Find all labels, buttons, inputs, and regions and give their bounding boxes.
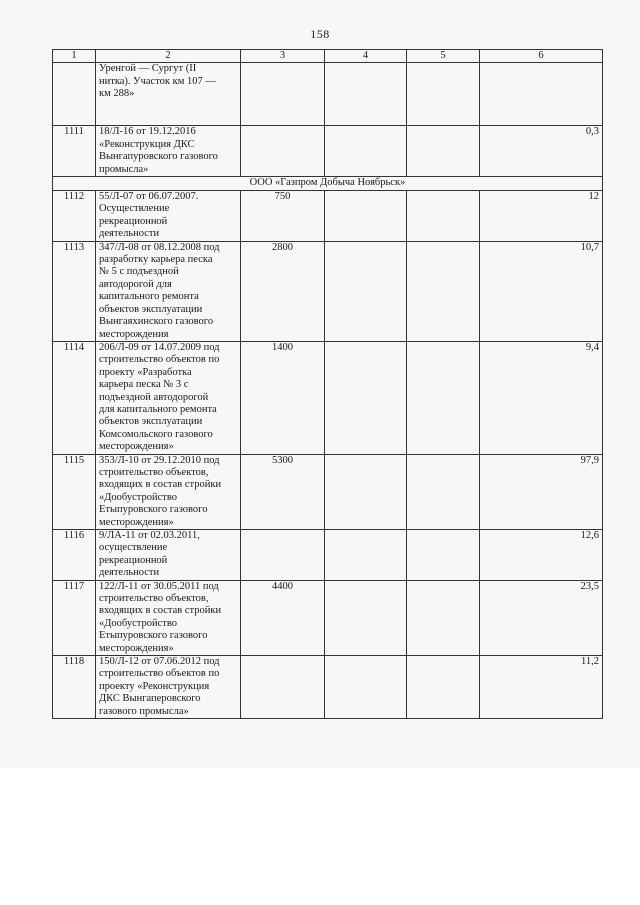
cell-col3 bbox=[241, 126, 325, 177]
row-number bbox=[53, 63, 96, 126]
cell-col6: 0,3 bbox=[480, 126, 603, 177]
cell-col4 bbox=[325, 656, 407, 719]
cell-col6: 12,6 bbox=[480, 530, 603, 581]
cell-col5 bbox=[407, 656, 480, 719]
table-row bbox=[53, 191, 603, 242]
cell-col5 bbox=[407, 63, 480, 126]
cell-col5 bbox=[407, 341, 480, 454]
organization-row bbox=[53, 177, 603, 191]
cell-col6: 97,9 bbox=[480, 454, 603, 529]
row-number: 1116 bbox=[53, 530, 96, 581]
cell-col6: 12 bbox=[480, 191, 603, 242]
row-number: 1118 bbox=[53, 656, 96, 719]
organization-title: ООО «Газпром Добыча Ноябрьск» bbox=[53, 177, 603, 191]
column-header: 5 bbox=[407, 50, 480, 63]
cell-col6: 23,5 bbox=[480, 580, 603, 655]
page-margin bbox=[0, 768, 640, 905]
page-number: 158 bbox=[310, 27, 330, 41]
cell-col3: 1400 bbox=[241, 341, 325, 454]
cell-col4 bbox=[325, 454, 407, 529]
table-row bbox=[53, 454, 603, 529]
cell-col6 bbox=[480, 63, 603, 126]
row-description: 347/Л-08 от 08.12.2008 под разработку карьера песка № 5 с подъездной автодорогой для капитального ремонта объектов эксплуатации Вынгаяхинского газового месторождения bbox=[96, 241, 241, 341]
cell-col6: 10,7 bbox=[480, 241, 603, 341]
table-row bbox=[53, 241, 603, 341]
cell-col3: 5300 bbox=[241, 454, 325, 529]
cell-col6: 11,2 bbox=[480, 656, 603, 719]
table-row bbox=[53, 341, 603, 454]
row-description: 55/Л-07 от 06.07.2007. Осуществление рекреационной деятельности bbox=[96, 191, 241, 242]
header-row bbox=[53, 50, 603, 63]
column-header: 2 bbox=[96, 50, 241, 63]
cell-col4 bbox=[325, 241, 407, 341]
cell-col4 bbox=[325, 530, 407, 581]
row-description: Уренгой — Сургут (II нитка). Участок км 107 — км 288» bbox=[96, 63, 241, 126]
column-header: 3 bbox=[241, 50, 325, 63]
table-row bbox=[53, 63, 603, 126]
cell-col3: 4400 bbox=[241, 580, 325, 655]
column-header: 4 bbox=[325, 50, 407, 63]
row-description: 206/Л-09 от 14.07.2009 под строительство объектов по проекту «Разработка карьера песка № 3 с подъездной автодорогой для капитального ремонта объектов эксплуатации Комсомольского газового месторождения» bbox=[96, 341, 241, 454]
cell-col3 bbox=[241, 656, 325, 719]
row-description: 18/Л-16 от 19.12.2016 «Реконструкция ДКС Вынгапуровского газового промысла» bbox=[96, 126, 241, 177]
table-row bbox=[53, 126, 603, 177]
row-number: 1117 bbox=[53, 580, 96, 655]
registry-table bbox=[52, 49, 603, 719]
row-description: 9/ЛА-11 от 02.03.2011, осуществление рекреационной деятельности bbox=[96, 530, 241, 581]
cell-col4 bbox=[325, 341, 407, 454]
cell-col3: 750 bbox=[241, 191, 325, 242]
cell-col4 bbox=[325, 126, 407, 177]
cell-col5 bbox=[407, 241, 480, 341]
row-description: 122/Л-11 от 30.05.2011 под строительство объектов, входящих в состав стройки «Дообустройство Етыпуровского газового месторождения» bbox=[96, 580, 241, 655]
cell-col3: 2800 bbox=[241, 241, 325, 341]
cell-col3 bbox=[241, 530, 325, 581]
row-number: 1111 bbox=[53, 126, 96, 177]
cell-col5 bbox=[407, 530, 480, 581]
row-number: 1113 bbox=[53, 241, 96, 341]
row-description: 353/Л-10 от 29.12.2010 под строительство объектов, входящих в состав стройки «Дообустройство Етыпуровского газового месторождения» bbox=[96, 454, 241, 529]
row-number: 1114 bbox=[53, 341, 96, 454]
cell-col6: 9,4 bbox=[480, 341, 603, 454]
table-row bbox=[53, 580, 603, 655]
table-row bbox=[53, 530, 603, 581]
cell-col3 bbox=[241, 63, 325, 126]
cell-col5 bbox=[407, 580, 480, 655]
row-number: 1115 bbox=[53, 454, 96, 529]
cell-col4 bbox=[325, 580, 407, 655]
cell-col5 bbox=[407, 126, 480, 177]
column-header: 1 bbox=[53, 50, 96, 63]
table-row bbox=[53, 656, 603, 719]
cell-col4 bbox=[325, 191, 407, 242]
row-number: 1112 bbox=[53, 191, 96, 242]
cell-col4 bbox=[325, 63, 407, 126]
column-header: 6 bbox=[480, 50, 603, 63]
cell-col5 bbox=[407, 191, 480, 242]
row-description: 150/Л-12 от 07.06.2012 под строительство объектов по проекту «Реконструкция ДКС Вынгаперовского газового промысла» bbox=[96, 656, 241, 719]
cell-col5 bbox=[407, 454, 480, 529]
